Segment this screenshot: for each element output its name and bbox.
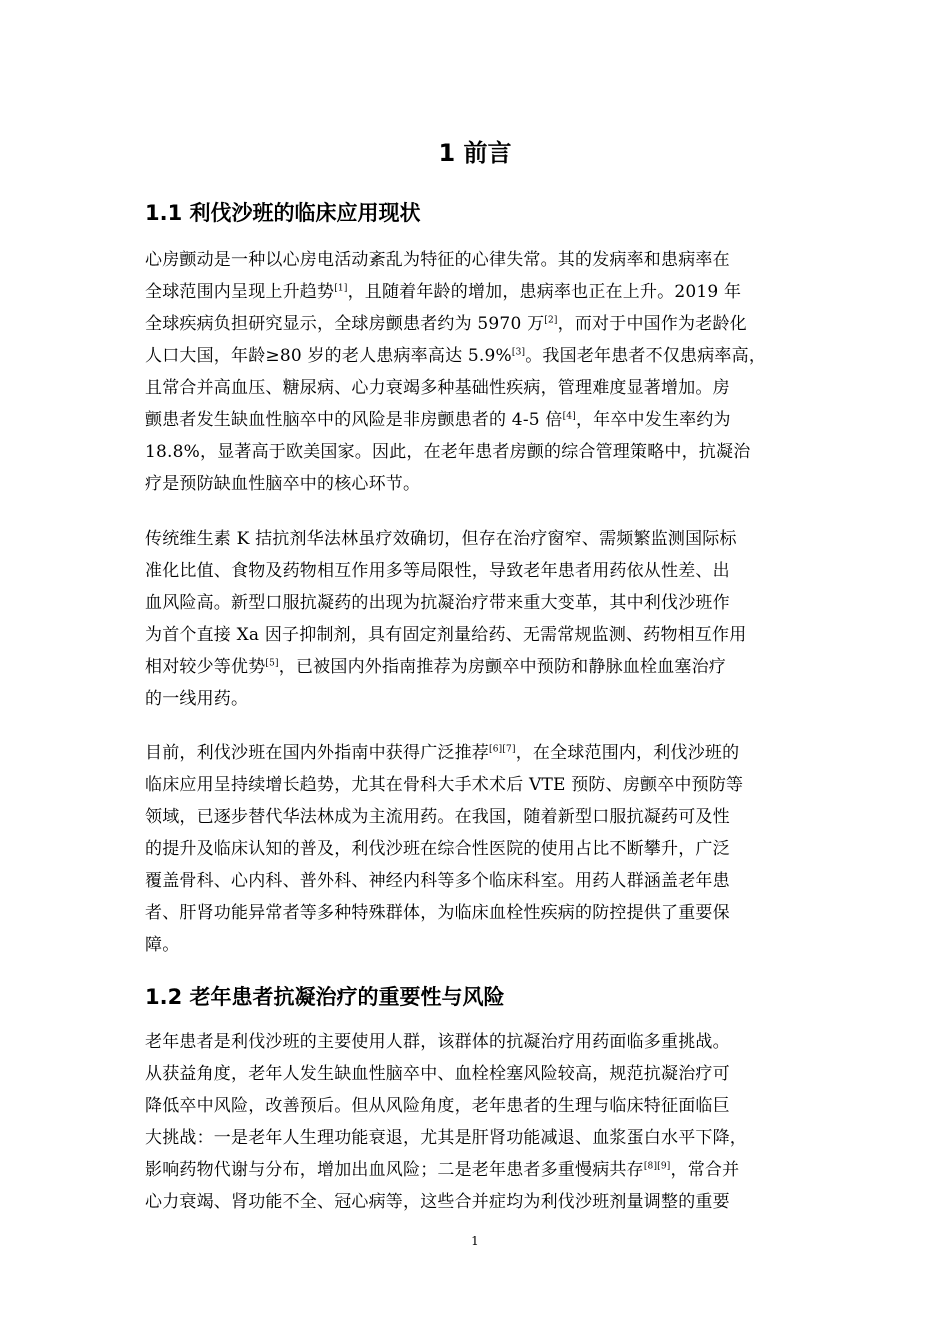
text-line: 为首个直接 Xa 因子抑制剂，具有固定剂量给药、无需常规监测、药物相互作用: [145, 625, 747, 645]
citation-reference: [3]: [511, 347, 526, 358]
citation-reference: [6][7]: [489, 744, 516, 755]
text-line: 人口大国，年龄≥80 岁的老人患病率高达 5.9%[3]。我国老年患者不仅患病率高，: [145, 346, 767, 366]
paragraph: [145, 1026, 805, 1218]
text-line: 颤患者发生缺血性脑卒中的风险是非房颤患者的 4-5 倍[4]，年卒中发生率约为: [145, 410, 731, 430]
paragraph: [145, 523, 805, 715]
citation-reference: [1]: [334, 283, 348, 294]
text-line: 血风险高。新型口服抗凝药的出现为抗凝治疗带来重大变革，其中利伐沙班作: [145, 593, 730, 613]
text-line: 心房颤动是一种以心房电活动紊乱为特征的心律失常。其的发病率和患病率在: [145, 250, 730, 270]
text-line: 者、肝肾功能异常者等多种特殊群体，为临床血栓性疾病的防控提供了重要保: [145, 903, 730, 923]
text-line: 全球范围内呈现上升趋势[1]，且随着年龄的增加，患病率也正在上升。2019 年: [145, 282, 742, 302]
text-line: 的一线用药。: [145, 689, 249, 709]
paragraph: [145, 244, 805, 500]
citation-reference: [2]: [544, 315, 558, 326]
text-line: 降低卒中风险，改善预后。但从风险角度，老年患者的生理与临床特征面临巨: [145, 1096, 730, 1116]
text-line: 心力衰竭、肾功能不全、冠心病等，这些合并症均为利伐沙班剂量调整的重要: [145, 1192, 730, 1212]
text-line: 目前，利伐沙班在国内外指南中获得广泛推荐[6][7]，在全球范围内，利伐沙班的: [145, 743, 740, 763]
text-line: 障。: [145, 935, 180, 955]
text-line: 从获益角度，老年人发生缺血性脑卒中、血栓栓塞风险较高，规范抗凝治疗可: [145, 1064, 730, 1084]
citation-reference: [8][9]: [643, 1161, 671, 1172]
text-line: 临床应用呈持续增长趋势，尤其在骨科大手术术后 VTE 预防、房颤卒中预防等: [145, 775, 744, 795]
text-line: 18.8%，显著高于欧美国家。因此，在老年患者房颤的综合管理策略中，抗凝治: [145, 442, 751, 462]
text-line: 老年患者是利伐沙班的主要使用人群，该群体的抗凝治疗用药面临多重挑战。: [145, 1032, 730, 1052]
text-line: 且常合并高血压、糖尿病、心力衰竭多种基础性疾病，管理难度显著增加。房: [145, 378, 730, 398]
text-line: 传统维生素 K 拮抗剂华法林虽疗效确切，但存在治疗窗窄、需频繁监测国际标: [145, 529, 737, 549]
section-heading-1-1: 1.1 利伐沙班的临床应用现状: [145, 201, 421, 225]
text-line: 相对较少等优势[5]，已被国内外指南推荐为房颤卒中预防和静脉血栓血塞治疗: [145, 657, 726, 677]
text-line: 影响药物代谢与分布，增加出血风险；二是老年患者多重慢病共存[8][9]，常合并: [145, 1160, 740, 1180]
paragraph: [145, 737, 805, 961]
citation-reference: [4]: [562, 411, 576, 422]
section-heading-1-2: 1.2 老年患者抗凝治疗的重要性与风险: [145, 985, 505, 1009]
text-line: 大挑战：一是老年人生理功能衰退，尤其是肝肾功能减退、血浆蛋白水平下降，: [145, 1128, 747, 1148]
text-line: 的提升及临床认知的普及，利伐沙班在综合性医院的使用占比不断攀升，广泛: [145, 839, 730, 859]
text-line: 全球疾病负担研究显示，全球房颤患者约为 5970 万[2]，而对于中国作为老龄化: [145, 314, 747, 334]
citation-reference: [5]: [265, 658, 279, 669]
text-line: 疗是预防缺血性脑卒中的核心环节。: [145, 474, 421, 494]
chapter-title: 1 前言: [438, 139, 512, 167]
text-line: 覆盖骨科、心内科、普外科、神经内科等多个临床科室。用药人群涵盖老年患: [145, 871, 730, 891]
page-number: 1: [471, 1234, 479, 1248]
text-line: 准化比值、食物及药物相互作用多等局限性，导致老年患者用药依从性差、出: [145, 561, 730, 581]
text-line: 领域，已逐步替代华法林成为主流用药。在我国，随着新型口服抗凝药可及性: [145, 807, 730, 827]
